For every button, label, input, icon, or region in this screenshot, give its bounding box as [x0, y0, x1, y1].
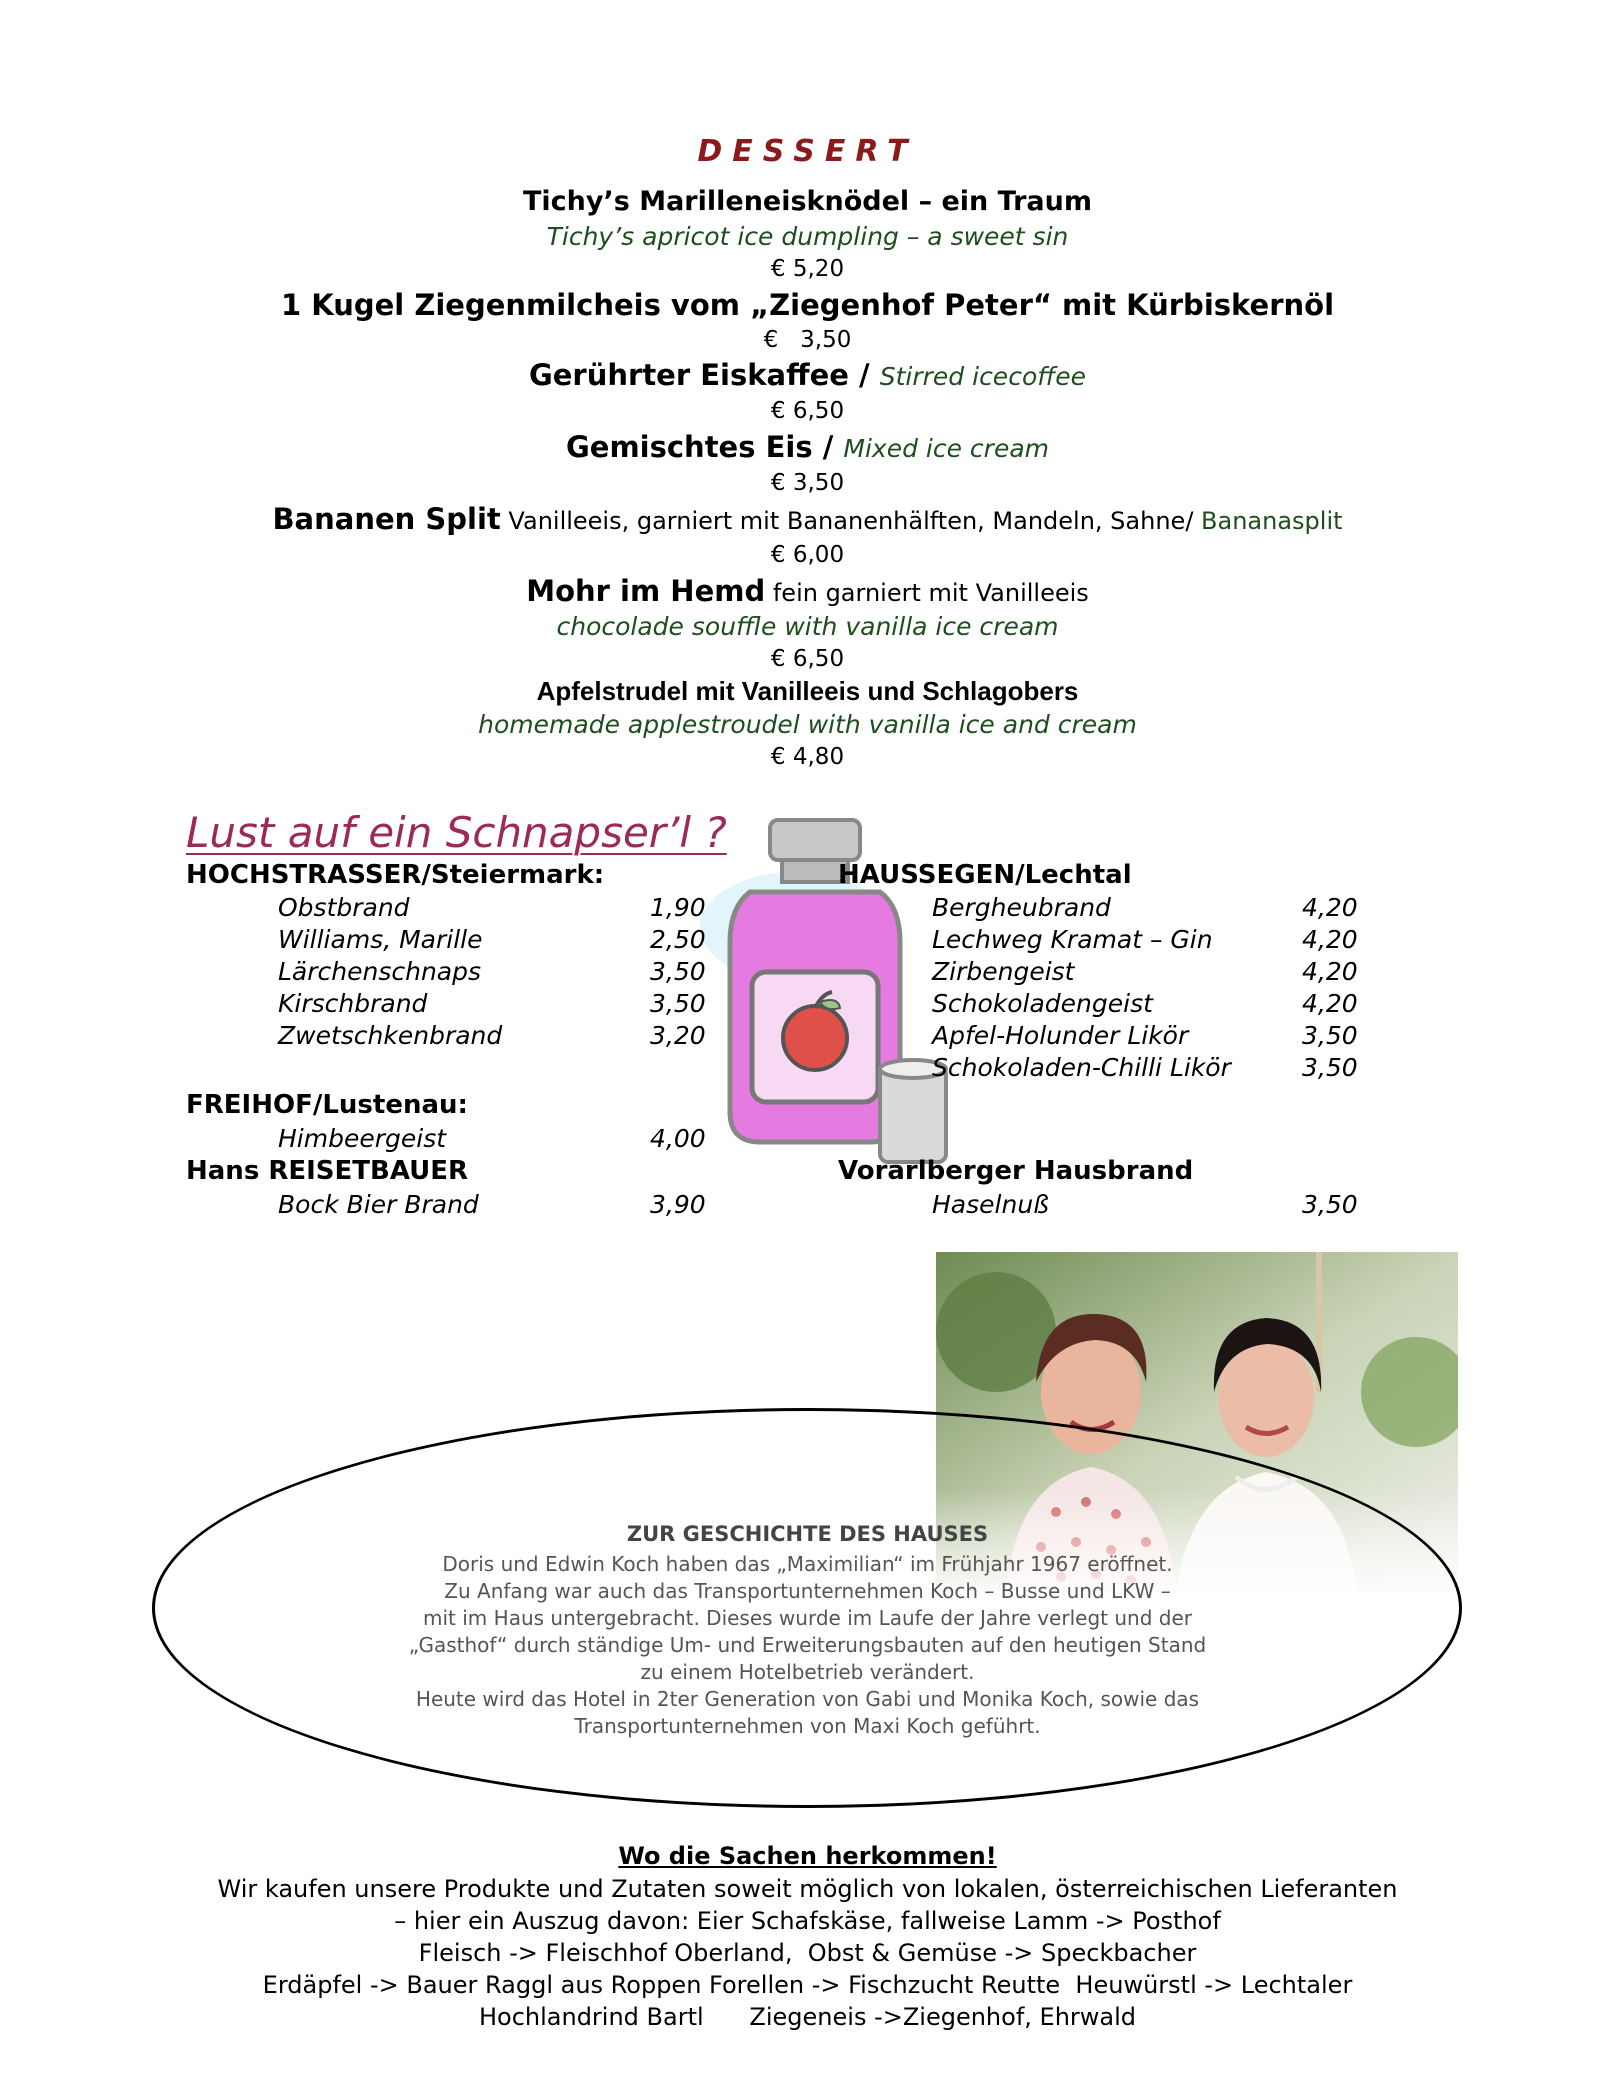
sources-title: Wo die Sachen herkommen! — [618, 1842, 997, 1870]
dessert-item-price: € 3,50 — [763, 327, 852, 353]
history-line: Heute wird das Hotel in 2ter Generation von Gabi und Monika Koch, sowie das — [415, 1687, 1200, 1711]
history-line: Transportunternehmen von Maxi Koch geführt. — [574, 1714, 1041, 1738]
schnaps-item: Zirbengeist — [932, 957, 1075, 986]
history-line: Zu Anfang war auch das Transportunternehmen Koch – Busse und LKW – — [444, 1579, 1171, 1603]
history-title: ZUR GESCHICHTE DES HAUSES — [626, 1522, 989, 1546]
dessert-item-row — [0, 502, 1615, 536]
schnaps-price: 4,20 — [1302, 925, 1358, 954]
dessert-item-price: € 4,80 — [770, 744, 845, 770]
sources-line: Wir kaufen unsere Produkte und Zutaten soweit möglich von lokalen, österreichischen Lieferanten — [217, 1875, 1398, 1903]
schnaps-item: Zwetschkenbrand — [278, 1021, 503, 1050]
schnaps-item: Obstbrand — [278, 893, 410, 922]
dessert-item-name: Gemischtes Eis — [565, 430, 813, 464]
schnaps-item: Schokoladengeist — [932, 989, 1153, 1018]
dessert-item-translation: homemade applestroudel with vanilla ice and cream — [478, 710, 1137, 739]
schnaps-group: Vorarlberger Hausbrand — [838, 1156, 1194, 1186]
schnaps-price: 4,20 — [1302, 957, 1358, 986]
schnaps-price: 4,20 — [1302, 989, 1358, 1018]
schnaps-item: Bock Bier Brand — [278, 1190, 479, 1219]
schnaps-item: Lärchenschnaps — [278, 957, 482, 986]
history-line: Doris und Edwin Koch haben das „Maximilian“ im Frühjahr 1967 eröffnet. — [442, 1552, 1173, 1576]
history-line: zu einem Hotelbetrieb verändert. — [640, 1660, 975, 1684]
schnaps-item: Apfel-Holunder Likör — [932, 1021, 1189, 1050]
dessert-item-name: Bananen Split — [272, 502, 501, 536]
sources-line: – hier ein Auszug davon: Eier Schafskäse, fallweise Lamm -> Posthof — [394, 1907, 1221, 1935]
dessert-item-desc: Vanilleeis, garniert mit Bananenhälften, Mandeln, Sahne/ — [500, 507, 1202, 535]
history-line: „Gasthof“ durch ständige Um- und Erweiterungsbauten auf den heutigen Stand — [408, 1633, 1207, 1657]
schnaps-group: HOCHSTRASSER/Steiermark: — [186, 860, 605, 890]
dessert-item-row — [0, 358, 1615, 392]
schnaps-price: 3,50 — [1302, 1190, 1358, 1219]
schnaps-group: FREIHOF/Lustenau: — [186, 1090, 468, 1120]
schnaps-item: Himbeergeist — [278, 1124, 447, 1153]
dessert-item-price: € 6,50 — [770, 646, 845, 672]
schnaps-heading: Lust auf ein Schnapser’l ? — [186, 808, 727, 857]
separator: / — [848, 358, 880, 392]
dessert-item-name: Apfelstrudel mit Vanilleeis und Schlagobers — [536, 676, 1079, 706]
schnaps-price: 3,90 — [650, 1190, 706, 1219]
schnaps-price: 3,50 — [650, 989, 706, 1018]
dessert-item-translation: Stirred icecoffee — [879, 362, 1087, 391]
dessert-item-price: € 6,00 — [770, 542, 845, 568]
schnaps-item: Bergheubrand — [932, 893, 1111, 922]
schnaps-group: Hans REISETBAUER — [186, 1156, 469, 1186]
schnaps-price: 3,50 — [1302, 1021, 1358, 1050]
sources-line: Fleisch -> Fleischhof Oberland, Obst & Gemüse -> Speckbacher — [418, 1939, 1197, 1967]
schnaps-price: 3,20 — [650, 1021, 706, 1050]
dessert-item-price: € 6,50 — [770, 398, 845, 424]
schnaps-item: Haselnuß — [932, 1190, 1049, 1219]
schnaps-item: Lechweg Kramat – Gin — [932, 925, 1213, 954]
dessert-item-translation: Bananasplit — [1201, 507, 1343, 535]
schnaps-price: 1,90 — [650, 893, 706, 922]
dessert-item-price: € 3,50 — [770, 470, 845, 496]
dessert-item-name: Gerührter Eiskaffee — [528, 358, 849, 392]
history-line: mit im Haus untergebracht. Dieses wurde im Laufe der Jahre verlegt und der — [423, 1606, 1192, 1630]
dessert-item-price: € 5,20 — [770, 256, 845, 282]
schnaps-price: 4,20 — [1302, 893, 1358, 922]
schnaps-item: Kirschbrand — [278, 989, 428, 1018]
schnaps-group: HAUSSEGEN/Lechtal — [838, 860, 1132, 890]
dessert-title: DESSERT — [697, 134, 918, 169]
dessert-item-row — [0, 430, 1615, 464]
dessert-item-name: Mohr im Hemd — [526, 574, 766, 608]
schnaps-price: 4,00 — [650, 1124, 706, 1153]
schnaps-item: Schokoladen-Chilli Likör — [932, 1053, 1231, 1082]
schnaps-item: Williams, Marille — [278, 925, 483, 954]
dessert-item-translation: Tichy’s apricot ice dumpling – a sweet sin — [546, 222, 1069, 251]
dessert-item-translation: chocolade souffle with vanilla ice cream — [556, 612, 1059, 641]
schnaps-price: 2,50 — [650, 925, 706, 954]
dessert-item-name: 1 Kugel Ziegenmilcheis vom „Ziegenhof Peter“ mit Kürbiskernöl — [280, 288, 1335, 322]
dessert-item-desc: fein garniert mit Vanilleeis — [765, 579, 1089, 607]
schnaps-price: 3,50 — [1302, 1053, 1358, 1082]
schnaps-price: 3,50 — [650, 957, 706, 986]
dessert-item-name: Tichy’s Marilleneisknödel – ein Traum — [522, 186, 1093, 217]
separator: / — [812, 430, 844, 464]
dessert-item-translation: Mixed ice cream — [843, 434, 1050, 463]
sources-line: Erdäpfel -> Bauer Raggl aus Roppen Forellen -> Fischzucht Reutte Heuwürstl -> Lechtaler — [262, 1971, 1353, 1999]
dessert-item-row — [0, 574, 1615, 608]
sources-line: Hochlandrind Bartl Ziegeneis ->Ziegenhof, Ehrwald — [478, 2003, 1137, 2031]
